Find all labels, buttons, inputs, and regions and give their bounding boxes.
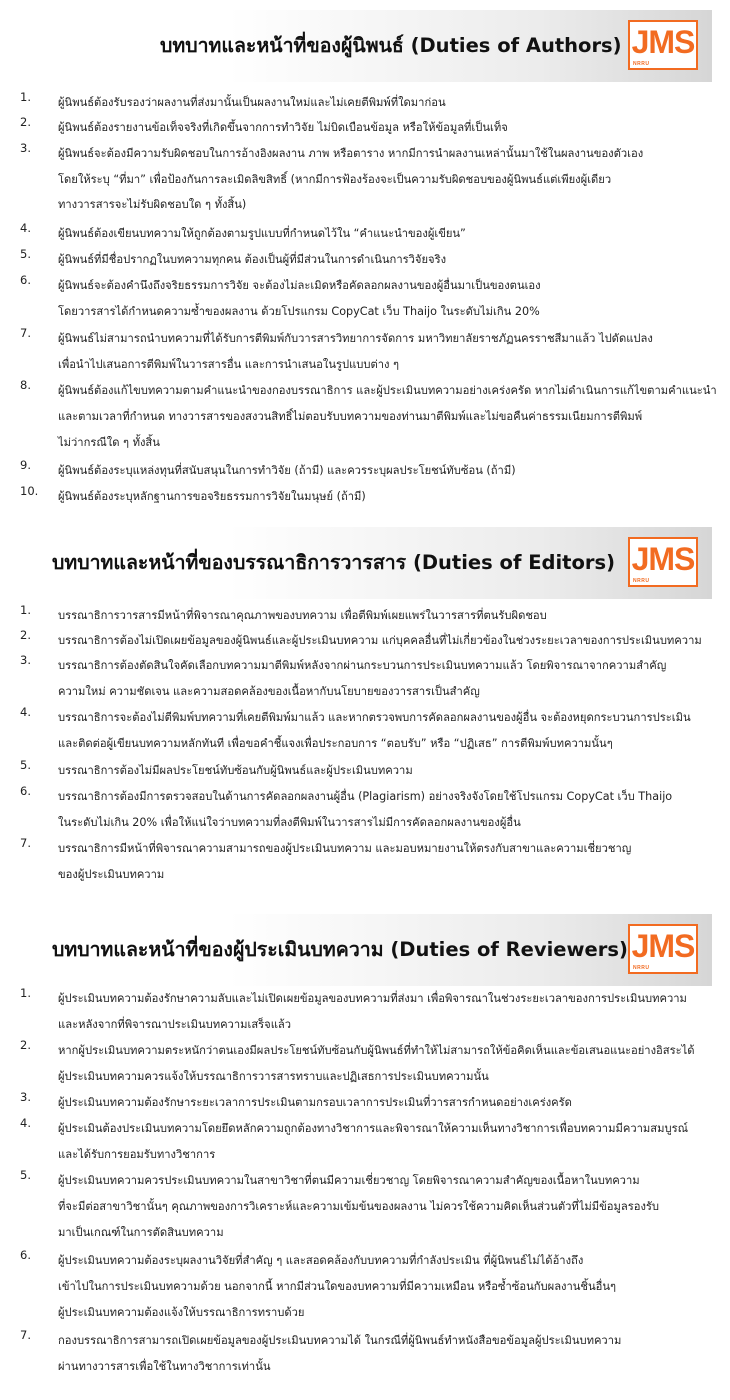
item-text: ผู้ประเมินต้องประเมินบทความโดยยึดหลักความถูกต้องทางวิชาการและพิจารณาให้ความเห็นทางวิชาการเพื่อบทความมีความสมบูรณ์ และได้รับการยอมรับทางวิชาการ [58, 1122, 688, 1161]
item-text: หากผู้ประเมินบทความตระหนักว่าตนเองมีผลประโยชน์ทับซ้อนกับผู้นิพนธ์ที่ทำให้ไม่สามารถให้ข้อคิดเห็นและข้อเสนอแนะอย่างอิสระได้ ผู้ประเมินบทความควรแจ้งให้บรรณาธิการวารสารทราบและปฏิเสธการประเมินบทความนั้น [58, 1044, 695, 1083]
list-item [0, 836, 730, 888]
item-number: 3. [20, 1090, 31, 1104]
list-item [0, 378, 730, 458]
list-item [0, 484, 730, 510]
authors-banner [20, 10, 712, 82]
section-title: บทบาทและหน้าที่ของผู้ประเมินบทความ (Duties of Reviewers) [52, 938, 628, 961]
item-number: 5. [20, 247, 31, 261]
item-text: ผู้นิพนธ์จะต้องคำนึงถึงจริยธรรมการวิจัย จะต้องไม่ละเมิดหรือคัดลอกผลงานของผู้อื่นมาเป็นของตนเอง โดยวารสารได้กำหนดความซ้ำของผลงาน ด้วยโปรแกรม CopyCat เว็บ Thaijo ในระดับไม่เกิน 20% [58, 279, 541, 318]
item-number: 6. [20, 1248, 31, 1262]
item-number: 4. [20, 1116, 31, 1130]
item-number: 1. [20, 986, 31, 1000]
editors-banner [20, 527, 712, 599]
list-item [0, 115, 730, 141]
item-text: บรรณาธิการต้องมีการตรวจสอบในด้านการคัดลอกผลงานผู้อื่น (Plagiarism) อย่างจริงจังโดยใช้โปรแกรม CopyCat เว็บ Thaijo ในระดับไม่เกิน 20% เพื่อให้แน่ใจว่าบทความที่ลงตีพิมพ์ในวารสารไม่มีการคัดลอกผลงานของผู้อื่น [58, 790, 673, 829]
item-number: 9. [20, 458, 31, 472]
item-number: 6. [20, 273, 31, 287]
section-title: บทบาทและหน้าที่ของผู้นิพนธ์ (Duties of Authors) [160, 34, 622, 57]
list-item [0, 1328, 730, 1380]
jms-logo [628, 537, 698, 587]
item-text: กองบรรณาธิการสามารถเปิดเผยข้อมูลของผู้ประเมินบทความได้ ในกรณีที่ผู้นิพนธ์ทำหนังสือขอข้อมูลผู้ประเมินบทความ ผ่านทางวารสารเพื่อใช้ในทางวิชาการเท่านั้น [58, 1334, 622, 1373]
logo-text: JMS [631, 928, 695, 964]
list-item [0, 1248, 730, 1328]
item-text: ผู้นิพนธ์จะต้องมีความรับผิดชอบในการอ้างอิงผลงาน ภาพ หรือตาราง หากมีการนำผลงานเหล่านั้นมาใช้ในผลงานของตัวเอง โดยให้ระบุ “ที่มา” เพื่อป้องกันการละเมิดลิขสิทธิ์ (หากมีการฟ้องร้องจะเป็นความรับผิดชอบของผู้นิพนธ์แต่เพียงผู้เดียว ทางวารสารจะไม่รับผิดชอบใด ๆ ทั้งสิ้น) [58, 147, 644, 211]
item-text: ผู้ประเมินบทความต้องระบุผลงานวิจัยที่สำคัญ ๆ และสอดคล้องกับบทความที่กำลังประเมิน ที่ผู้นิพนธ์ไม่ได้อ้างถึง เข้าไปในการประเมินบทความด้วย นอกจากนี้ หากมีส่วนใดของบทความที่มีความเหมือน หรือซ้ำซ้อนกับผลงานชิ้นอื่นๆ ผู้ประเมินบทความต้องแจ้งให้บรรณาธิการทราบด้วย [58, 1254, 617, 1319]
list-item [0, 758, 730, 784]
list-item [0, 90, 730, 115]
logo-subtext: NRRU [633, 965, 650, 971]
list-item [0, 653, 730, 705]
item-number: 3. [20, 653, 31, 667]
item-number: 1. [20, 90, 31, 104]
jms-logo [628, 924, 698, 974]
list-item [0, 705, 730, 758]
list-item [0, 1116, 730, 1168]
item-number: 2. [20, 1038, 31, 1052]
list-item [0, 784, 730, 836]
item-text: ผู้ประเมินบทความควรประเมินบทความในสาขาวิชาที่ตนมีความเชี่ยวชาญ โดยพิจารณาความสำคัญของเนื้อหาในบทความ ที่จะมีต่อสาขาวิชานั้นๆ คุณภาพของการวิเคราะห์และความเข้มข้นของผลงาน ไม่ควรใช้ความคิดเห็นส่วนตัวที่ไม่มีข้อมูลรองรับ มาเป็นเกณฑ์ในการตัดสินบทความ [58, 1174, 660, 1239]
logo-subtext: NRRU [633, 61, 650, 67]
item-text: ผู้นิพนธ์ต้องระบุหลักฐานการขอจริยธรรมการวิจัยในมนุษย์ (ถ้ามี) [58, 490, 366, 503]
list-item [0, 141, 730, 221]
list-item [0, 458, 730, 484]
item-text: ผู้นิพนธ์ที่มีชื่อปรากฏในบทความทุกคน ต้องเป็นผู้ที่มีส่วนในการดำเนินการวิจัยจริง [58, 253, 447, 266]
item-text: ผู้ประเมินบทความต้องรักษาความลับและไม่เปิดเผยข้อมูลของบทความที่ส่งมา เพื่อพิจารณาในช่วงระยะเวลาของการประเมินบทความ และหลังจากที่พิจารณาประเมินบทความเสร็จแล้ว [58, 992, 687, 1031]
item-text: บรรณาธิการต้องไม่มีผลประโยชน์ทับซ้อนกับผู้นิพนธ์และผู้ประเมินบทความ [58, 764, 413, 777]
list-item [0, 1090, 730, 1116]
item-number: 3. [20, 141, 31, 155]
item-number: 8. [20, 378, 31, 392]
editors-list [0, 603, 730, 888]
item-number: 7. [20, 836, 31, 850]
item-text: บรรณาธิการต้องตัดสินใจคัดเลือกบทความมาตีพิมพ์หลังจากผ่านกระบวนการประเมินบทความแล้ว โดยพิจารณาจากความสำคัญ ความใหม่ ความชัดเจน และความสอดคล้องของเนื้อหากับนโยบายของวารสารเป็นสำคัญ [58, 659, 667, 698]
item-number: 2. [20, 628, 31, 642]
item-text: ผู้นิพนธ์ต้องระบุแหล่งทุนที่สนับสนุนในการทำวิจัย (ถ้ามี) และควรระบุผลประโยชน์ทับซ้อน (ถ้ามี) [58, 464, 516, 477]
item-text: บรรณาธิการจะต้องไม่ตีพิมพ์บทความที่เคยตีพิมพ์มาแล้ว และหากตรวจพบการคัดลอกผลงานของผู้อื่น จะต้องหยุดกระบวนการประเมิน และติดต่อผู้เขียนบทความหลักทันที เพื่อขอคำชี้แจงเพื่อประกอบการ “ตอบรับ” หรือ “ปฏิเสธ” การตีพิมพ์บทความนั้นๆ [58, 711, 691, 750]
item-number: 6. [20, 784, 31, 798]
section-title: บทบาทและหน้าที่ของบรรณาธิการวารสาร (Duties of Editors) [52, 551, 616, 574]
logo-subtext: NRRU [633, 578, 650, 584]
reviewers-list [0, 986, 730, 1380]
item-number: 4. [20, 221, 31, 235]
item-number: 7. [20, 1328, 31, 1342]
logo-text: JMS [631, 541, 695, 577]
logo-text: JMS [631, 24, 695, 60]
list-item [0, 273, 730, 326]
item-number: 7. [20, 326, 31, 340]
item-text: ผู้นิพนธ์ไม่สามารถนำบทความที่ได้รับการตีพิมพ์กับวารสารวิทยาการจัดการ มหาวิทยาลัยราชภัฏนครราชสีมาแล้ว ไปดัดแปลง เพื่อนำไปเสนอการตีพิมพ์ในวารสารอื่น และการนำเสนอในรูปแบบต่าง ๆ [58, 332, 653, 371]
item-number: 1. [20, 603, 31, 617]
item-number: 5. [20, 1168, 31, 1182]
item-number: 5. [20, 758, 31, 772]
item-text: บรรณาธิการวารสารมีหน้าที่พิจารณาคุณภาพของบทความ เพื่อตีพิมพ์เผยแพร่ในวารสารที่ตนรับผิดชอบ [58, 609, 547, 622]
list-item [0, 1038, 730, 1090]
item-text: ผู้ประเมินบทความต้องรักษาระยะเวลาการประเมินตามกรอบเวลาการประเมินที่วารสารกำหนดอย่างเคร่งครัด [58, 1096, 572, 1109]
item-text: ผู้นิพนธ์ต้องรับรองว่าผลงานที่ส่งมานั้นเป็นผลงานใหม่และไม่เคยตีพิมพ์ที่ใดมาก่อน [58, 96, 446, 109]
item-text: บรรณาธิการมีหน้าที่พิจารณาความสามารถของผู้ประเมินบทความ และมอบหมายงานให้ตรงกับสาขาและความเชี่ยวชาญ ของผู้ประเมินบทความ [58, 842, 632, 881]
list-item [0, 247, 730, 273]
list-item [0, 1168, 730, 1248]
item-text: ผู้นิพนธ์ต้องเขียนบทความให้ถูกต้องตามรูปแบบที่กำหนดไว้ใน “คำแนะนำของผู้เขียน” [58, 227, 466, 240]
authors-list [0, 90, 730, 510]
list-item [0, 986, 730, 1038]
jms-logo [628, 20, 698, 70]
list-item [0, 628, 730, 653]
reviewers-banner [20, 914, 712, 986]
list-item [0, 603, 730, 628]
list-item [0, 326, 730, 378]
item-text: บรรณาธิการต้องไม่เปิดเผยข้อมูลของผู้นิพนธ์และผู้ประเมินบทความ แก่บุคคลอื่นที่ไม่เกี่ยวข้องในช่วงระยะเวลาของการประเมินบทความ [58, 634, 702, 647]
item-text: ผู้นิพนธ์ต้องแก้ไขบทความตามคำแนะนำของกองบรรณาธิการ และผู้ประเมินบทความอย่างเคร่งครัด หากไม่ดำเนินการแก้ไขตามคำแนะนำ และตามเวลาที่กำหนด ทางวารสารของสงวนสิทธิ์ไม่ตอบรับบทความของท่านมาตีพิมพ์และไม่ขอคืนค่าธรรมเนียมการตีพิมพ์ ไม่ว่ากรณีใด ๆ ทั้งสิ้น [58, 384, 717, 449]
item-text: ผู้นิพนธ์ต้องรายงานข้อเท็จจริงที่เกิดขึ้นจากการทำวิจัย ไม่บิดเบือนข้อมูล หรือให้ข้อมูลที่เป็นเท็จ [58, 121, 508, 134]
list-item [0, 221, 730, 247]
item-number: 10. [20, 484, 39, 498]
item-number: 2. [20, 115, 31, 129]
item-number: 4. [20, 705, 31, 719]
